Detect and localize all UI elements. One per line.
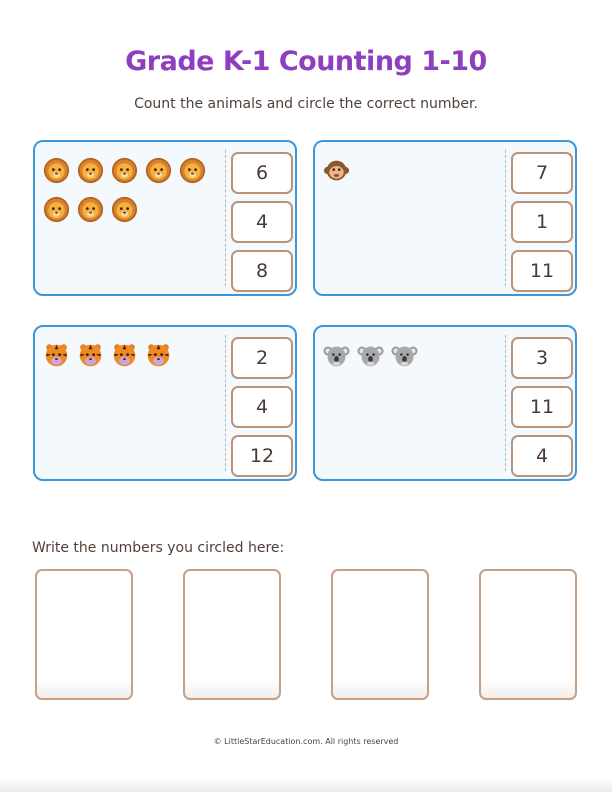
answer-box-1[interactable] — [35, 569, 133, 700]
monkey-icon — [323, 156, 350, 185]
choice-button[interactable]: 12 — [231, 435, 293, 477]
answer-box-4[interactable] — [479, 569, 577, 700]
tiger-icon — [43, 341, 70, 370]
choice-button[interactable]: 4 — [231, 386, 293, 428]
copyright-footer: © LittleStarEducation.com. All rights reserved — [213, 737, 399, 746]
koala-icon — [323, 341, 350, 370]
choice-button[interactable]: 8 — [231, 250, 293, 292]
lion-icon — [145, 156, 172, 185]
tiger-icon — [145, 341, 172, 370]
lion-icon — [43, 195, 70, 224]
animal-group-lions — [43, 156, 218, 224]
choice-button[interactable]: 6 — [231, 152, 293, 194]
animal-group-tigers — [43, 341, 218, 370]
problem-panel-1 — [33, 140, 297, 296]
lion-icon — [43, 156, 70, 185]
answer-choices — [511, 337, 573, 477]
problem-panel-4 — [313, 325, 577, 481]
tiger-icon — [77, 341, 104, 370]
choice-button[interactable]: 11 — [511, 386, 573, 428]
lion-icon — [111, 156, 138, 185]
dashed-divider — [505, 335, 506, 471]
instructions: Count the animals and circle the correct number. — [134, 96, 478, 112]
choice-button[interactable]: 2 — [231, 337, 293, 379]
koala-icon — [357, 341, 384, 370]
lion-icon — [111, 195, 138, 224]
write-answers-label: Write the numbers you circled here: — [32, 540, 285, 556]
problem-panel-3 — [33, 325, 297, 481]
lion-icon — [77, 195, 104, 224]
answer-choices — [511, 152, 573, 292]
animal-group-koalas — [323, 341, 498, 370]
page-edge-shadow — [0, 778, 612, 792]
choice-button[interactable]: 11 — [511, 250, 573, 292]
dashed-divider — [225, 150, 226, 286]
page-title: Grade K-1 Counting 1-10 — [125, 46, 487, 77]
choice-button[interactable]: 1 — [511, 201, 573, 243]
answer-choices — [231, 337, 293, 477]
problem-panel-2 — [313, 140, 577, 296]
answer-box-2[interactable] — [183, 569, 281, 700]
lion-icon — [77, 156, 104, 185]
animal-group-monkeys — [323, 156, 498, 185]
choice-button[interactable]: 4 — [231, 201, 293, 243]
choice-button[interactable]: 3 — [511, 337, 573, 379]
choice-button[interactable]: 7 — [511, 152, 573, 194]
answer-box-3[interactable] — [331, 569, 429, 700]
answer-choices — [231, 152, 293, 292]
dashed-divider — [505, 150, 506, 286]
dashed-divider — [225, 335, 226, 471]
choice-button[interactable]: 4 — [511, 435, 573, 477]
tiger-icon — [111, 341, 138, 370]
lion-icon — [179, 156, 206, 185]
koala-icon — [391, 341, 418, 370]
